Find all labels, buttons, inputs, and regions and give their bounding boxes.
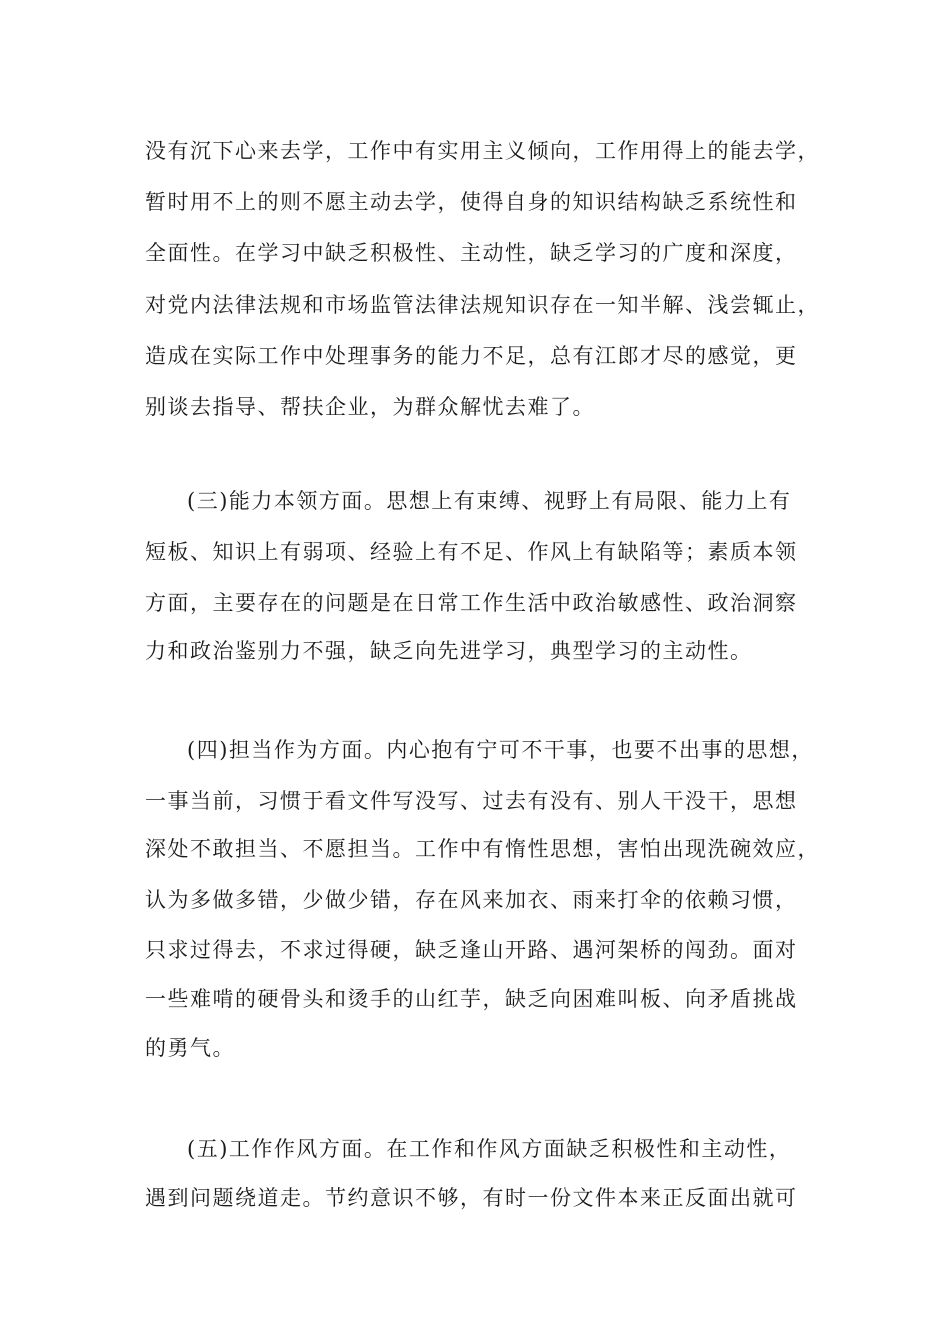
paragraph-2-line-2: 短板、知识上有弱项、经验上有不足、作风上有缺陷等；素质本领 bbox=[145, 540, 798, 564]
paragraph-1-line-4: 对党内法律法规和市场监管法律法规知识存在一知半解、浅尝辄止， bbox=[145, 293, 820, 317]
paragraph-1-line-5: 造成在实际工作中处理事务的能力不足，总有江郎才尽的感觉，更 bbox=[145, 344, 798, 368]
paragraph-4-line-2: 遇到问题绕道走。节约意识不够，有时一份文件本来正反面出就可 bbox=[145, 1186, 798, 1210]
paragraph-3-line-6: 一些难啃的硬骨头和烫手的山红芋，缺乏向困难叫板、向矛盾挑战 bbox=[145, 987, 798, 1011]
paragraph-3-line-2: 一事当前，习惯于看文件写没写、过去有没有、别人干没干，思想 bbox=[145, 789, 798, 813]
paragraph-1-line-1: 没有沉下心来去学，工作中有实用主义倾向，工作用得上的能去学， bbox=[145, 139, 820, 163]
paragraph-1-line-6: 别谈去指导、帮扶企业，为群众解忧去难了。 bbox=[145, 395, 595, 419]
paragraph-3-line-7: 的勇气。 bbox=[145, 1036, 235, 1060]
paragraph-3-line-5: 只求过得去，不求过得硬，缺乏逢山开路、遇河架桥的闯劲。面对 bbox=[145, 938, 798, 962]
paragraph-3-line-4: 认为多做多错，少做少错，存在风来加衣、雨来打伞的依赖习惯， bbox=[145, 888, 798, 912]
paragraph-1-line-3: 全面性。在学习中缺乏积极性、主动性，缺乏学习的广度和深度， bbox=[145, 241, 798, 265]
paragraph-3-line-3: 深处不敢担当、不愿担当。工作中有惰性思想，害怕出现洗碗效应， bbox=[145, 837, 820, 861]
paragraph-3-line-1: (四)担当作为方面。内心抱有宁可不干事，也要不出事的思想， bbox=[187, 738, 814, 762]
paragraph-2-line-4: 力和政治鉴别力不强，缺乏向先进学习，典型学习的主动性。 bbox=[145, 639, 753, 663]
paragraph-1-line-2: 暂时用不上的则不愿主动去学，使得自身的知识结构缺乏系统性和 bbox=[145, 190, 798, 214]
paragraph-2-line-1: (三)能力本领方面。思想上有束缚、视野上有局限、能力上有 bbox=[187, 489, 792, 513]
paragraph-2-line-3: 方面，主要存在的问题是在日常工作生活中政治敏感性、政治洞察 bbox=[145, 591, 798, 615]
paragraph-4-line-1: (五)工作作风方面。在工作和作风方面缺乏积极性和主动性， bbox=[187, 1137, 792, 1161]
